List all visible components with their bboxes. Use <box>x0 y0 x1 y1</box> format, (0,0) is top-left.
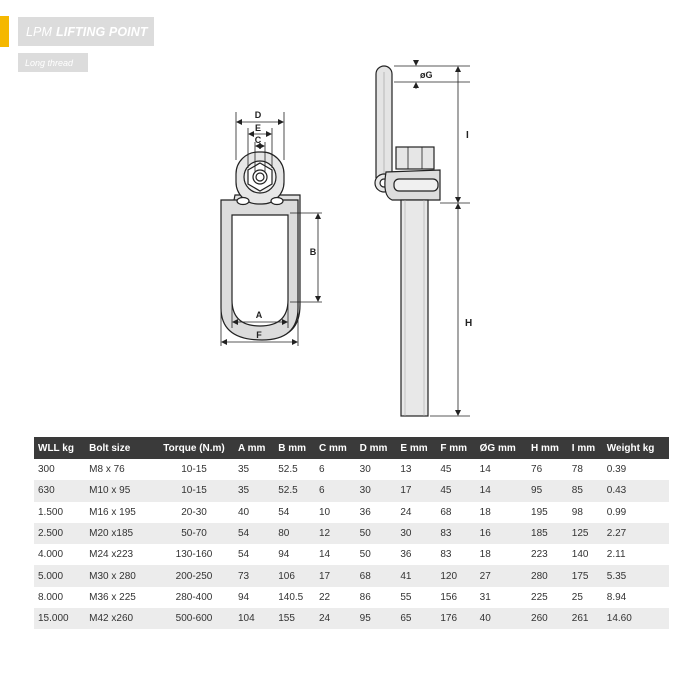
cell-b: 94 <box>278 549 290 561</box>
cell-torque: 50-70 <box>150 523 234 544</box>
dim-i-label: I <box>466 130 469 141</box>
cell-g: 40 <box>476 608 527 629</box>
table-row <box>34 544 669 565</box>
table-row <box>34 459 669 480</box>
cell-torque: 500-600 <box>150 608 234 629</box>
side-nut <box>396 147 434 169</box>
cell-weight: 2.27 <box>603 523 669 544</box>
cell-g: 18 <box>479 506 491 518</box>
cell-a: 54 <box>237 549 250 561</box>
header-d: D mm <box>356 437 397 459</box>
cell-wll: 1.500 <box>38 506 64 518</box>
cell-h: 185 <box>527 523 568 544</box>
cell-e: 24 <box>400 506 412 518</box>
header-h: H mm <box>527 437 568 459</box>
cell-d: 30 <box>356 480 397 501</box>
dim-c-label: C <box>254 135 262 145</box>
cell-g: 18 <box>479 549 491 561</box>
cell-i: 175 <box>568 565 603 586</box>
cell-weight: 5.35 <box>603 565 669 586</box>
cell-h: 225 <box>531 591 548 603</box>
cell-weight: 0.39 <box>606 464 627 476</box>
cell-wll: 2.500 <box>34 523 85 544</box>
cell-a: 104 <box>234 608 274 629</box>
cell-g: 31 <box>479 591 491 603</box>
cell-f: 45 <box>436 480 475 501</box>
cell-wll: 4.000 <box>38 549 64 561</box>
cell-torque: 200-250 <box>150 565 234 586</box>
cell-bolt-size: M36 x 225 <box>89 591 136 603</box>
table-body <box>34 459 669 629</box>
title-prefix: LPM <box>26 24 53 39</box>
cell-a: 94 <box>237 591 250 603</box>
cell-bolt-size: M8 x 76 <box>89 464 125 476</box>
cell-e: 36 <box>400 549 412 561</box>
cell-h: 223 <box>531 549 548 561</box>
dim-g-label: øG <box>420 70 433 80</box>
cell-d: 50 <box>359 549 371 561</box>
header-e: E mm <box>396 437 436 459</box>
cell-i: 85 <box>568 480 603 501</box>
cell-weight: 14.60 <box>603 608 669 629</box>
cell-f: 176 <box>436 608 475 629</box>
cell-e: 30 <box>396 523 436 544</box>
cell-c: 14 <box>318 549 331 561</box>
cell-c: 6 <box>318 464 325 476</box>
cell-e: 13 <box>400 464 412 476</box>
cell-e: 41 <box>396 565 436 586</box>
cell-h: 260 <box>527 608 568 629</box>
dim-e-label: E <box>254 123 262 133</box>
cell-c: 17 <box>315 565 356 586</box>
header-i: I mm <box>568 437 603 459</box>
cell-f: 83 <box>436 523 475 544</box>
cell-weight: 2.11 <box>606 549 626 561</box>
cell-e: 55 <box>400 591 412 603</box>
cell-bolt-size: M24 x223 <box>89 549 134 561</box>
cell-h: 280 <box>527 565 568 586</box>
cell-d: 50 <box>356 523 397 544</box>
cell-f: 68 <box>440 506 452 518</box>
cell-b: 106 <box>274 565 315 586</box>
cell-h: 76 <box>531 464 543 476</box>
cell-b: 155 <box>274 608 315 629</box>
cell-i: 98 <box>571 506 583 518</box>
header-b: B mm <box>274 437 315 459</box>
title-main: LIFTING POINT <box>56 24 148 39</box>
cell-bolt-size: M10 x 95 <box>85 480 150 501</box>
cell-weight: 0.99 <box>606 506 627 518</box>
cell-wll: 5.000 <box>34 565 85 586</box>
cell-b: 54 <box>278 506 290 518</box>
cell-c: 22 <box>318 591 331 603</box>
cell-d: 30 <box>359 464 371 476</box>
cell-torque: 20-30 <box>181 506 207 518</box>
cell-f: 120 <box>436 565 475 586</box>
table-row <box>34 587 669 608</box>
subtitle-text: Long thread <box>25 57 74 68</box>
dim-f-label: F <box>256 330 262 340</box>
cell-f: 156 <box>440 591 458 603</box>
cell-i: 261 <box>568 608 603 629</box>
cell-d: 86 <box>359 591 371 603</box>
cell-f: 45 <box>440 464 452 476</box>
header-f: F mm <box>436 437 475 459</box>
table-row <box>34 565 669 586</box>
cell-a: 35 <box>237 464 250 476</box>
cell-h: 95 <box>527 480 568 501</box>
dim-b-label: B <box>309 247 317 257</box>
cell-bolt-size: M42 x260 <box>85 608 150 629</box>
cell-e: 65 <box>396 608 436 629</box>
cell-bolt-size: M16 x 195 <box>89 506 136 518</box>
header-a: A mm <box>234 437 274 459</box>
header-g: ØG mm <box>476 437 527 459</box>
cell-d: 36 <box>359 506 371 518</box>
cell-wll: 15.000 <box>34 608 85 629</box>
header-weight: Weight kg <box>603 437 669 459</box>
cell-i: 78 <box>571 464 583 476</box>
cell-h: 195 <box>531 506 548 518</box>
cell-b: 140.5 <box>278 591 304 603</box>
header-torque: Torque (N.m) <box>150 437 234 459</box>
cell-i: 125 <box>568 523 603 544</box>
cell-g: 14 <box>476 480 527 501</box>
cell-f: 83 <box>440 549 452 561</box>
cell-b: 52.5 <box>274 480 315 501</box>
table-row <box>34 502 669 523</box>
cell-bolt-size: M30 x 280 <box>85 565 150 586</box>
cell-g: 27 <box>476 565 527 586</box>
cell-c: 10 <box>318 506 331 518</box>
cell-a: 35 <box>234 480 274 501</box>
cell-c: 6 <box>315 480 356 501</box>
cell-g: 14 <box>479 464 491 476</box>
cell-bolt-size: M20 x185 <box>85 523 150 544</box>
dim-d-label: D <box>254 110 262 120</box>
cell-c: 12 <box>315 523 356 544</box>
cell-c: 24 <box>315 608 356 629</box>
cell-weight: 0.43 <box>603 480 669 501</box>
header-c: C mm <box>315 437 356 459</box>
cell-torque: 10-15 <box>150 480 234 501</box>
cell-wll: 300 <box>38 464 55 476</box>
cell-e: 17 <box>396 480 436 501</box>
table-row <box>34 523 669 544</box>
table-row <box>34 608 669 629</box>
cell-wll: 8.000 <box>38 591 64 603</box>
table-row <box>34 480 669 501</box>
cell-d: 95 <box>356 608 397 629</box>
cell-torque: 10-15 <box>181 464 207 476</box>
header-wll: WLL kg <box>34 437 85 459</box>
cell-b: 52.5 <box>278 464 298 476</box>
cell-d: 68 <box>356 565 397 586</box>
cell-i: 25 <box>571 591 583 603</box>
cell-a: 73 <box>234 565 274 586</box>
cell-i: 140 <box>571 549 589 561</box>
cell-a: 54 <box>234 523 274 544</box>
table-header-row <box>34 437 669 459</box>
side-view <box>375 66 440 416</box>
header-bolt-size: Bolt size <box>85 437 150 459</box>
specification-table <box>34 437 669 629</box>
cell-weight: 8.94 <box>606 591 627 603</box>
cell-g: 16 <box>476 523 527 544</box>
cell-b: 80 <box>274 523 315 544</box>
cell-torque: 280-400 <box>175 591 213 603</box>
dim-h-label: H <box>465 318 473 329</box>
dim-a-label: A <box>255 310 263 320</box>
cell-a: 40 <box>237 506 250 518</box>
cell-wll: 630 <box>34 480 85 501</box>
cell-torque: 130-160 <box>175 549 213 561</box>
